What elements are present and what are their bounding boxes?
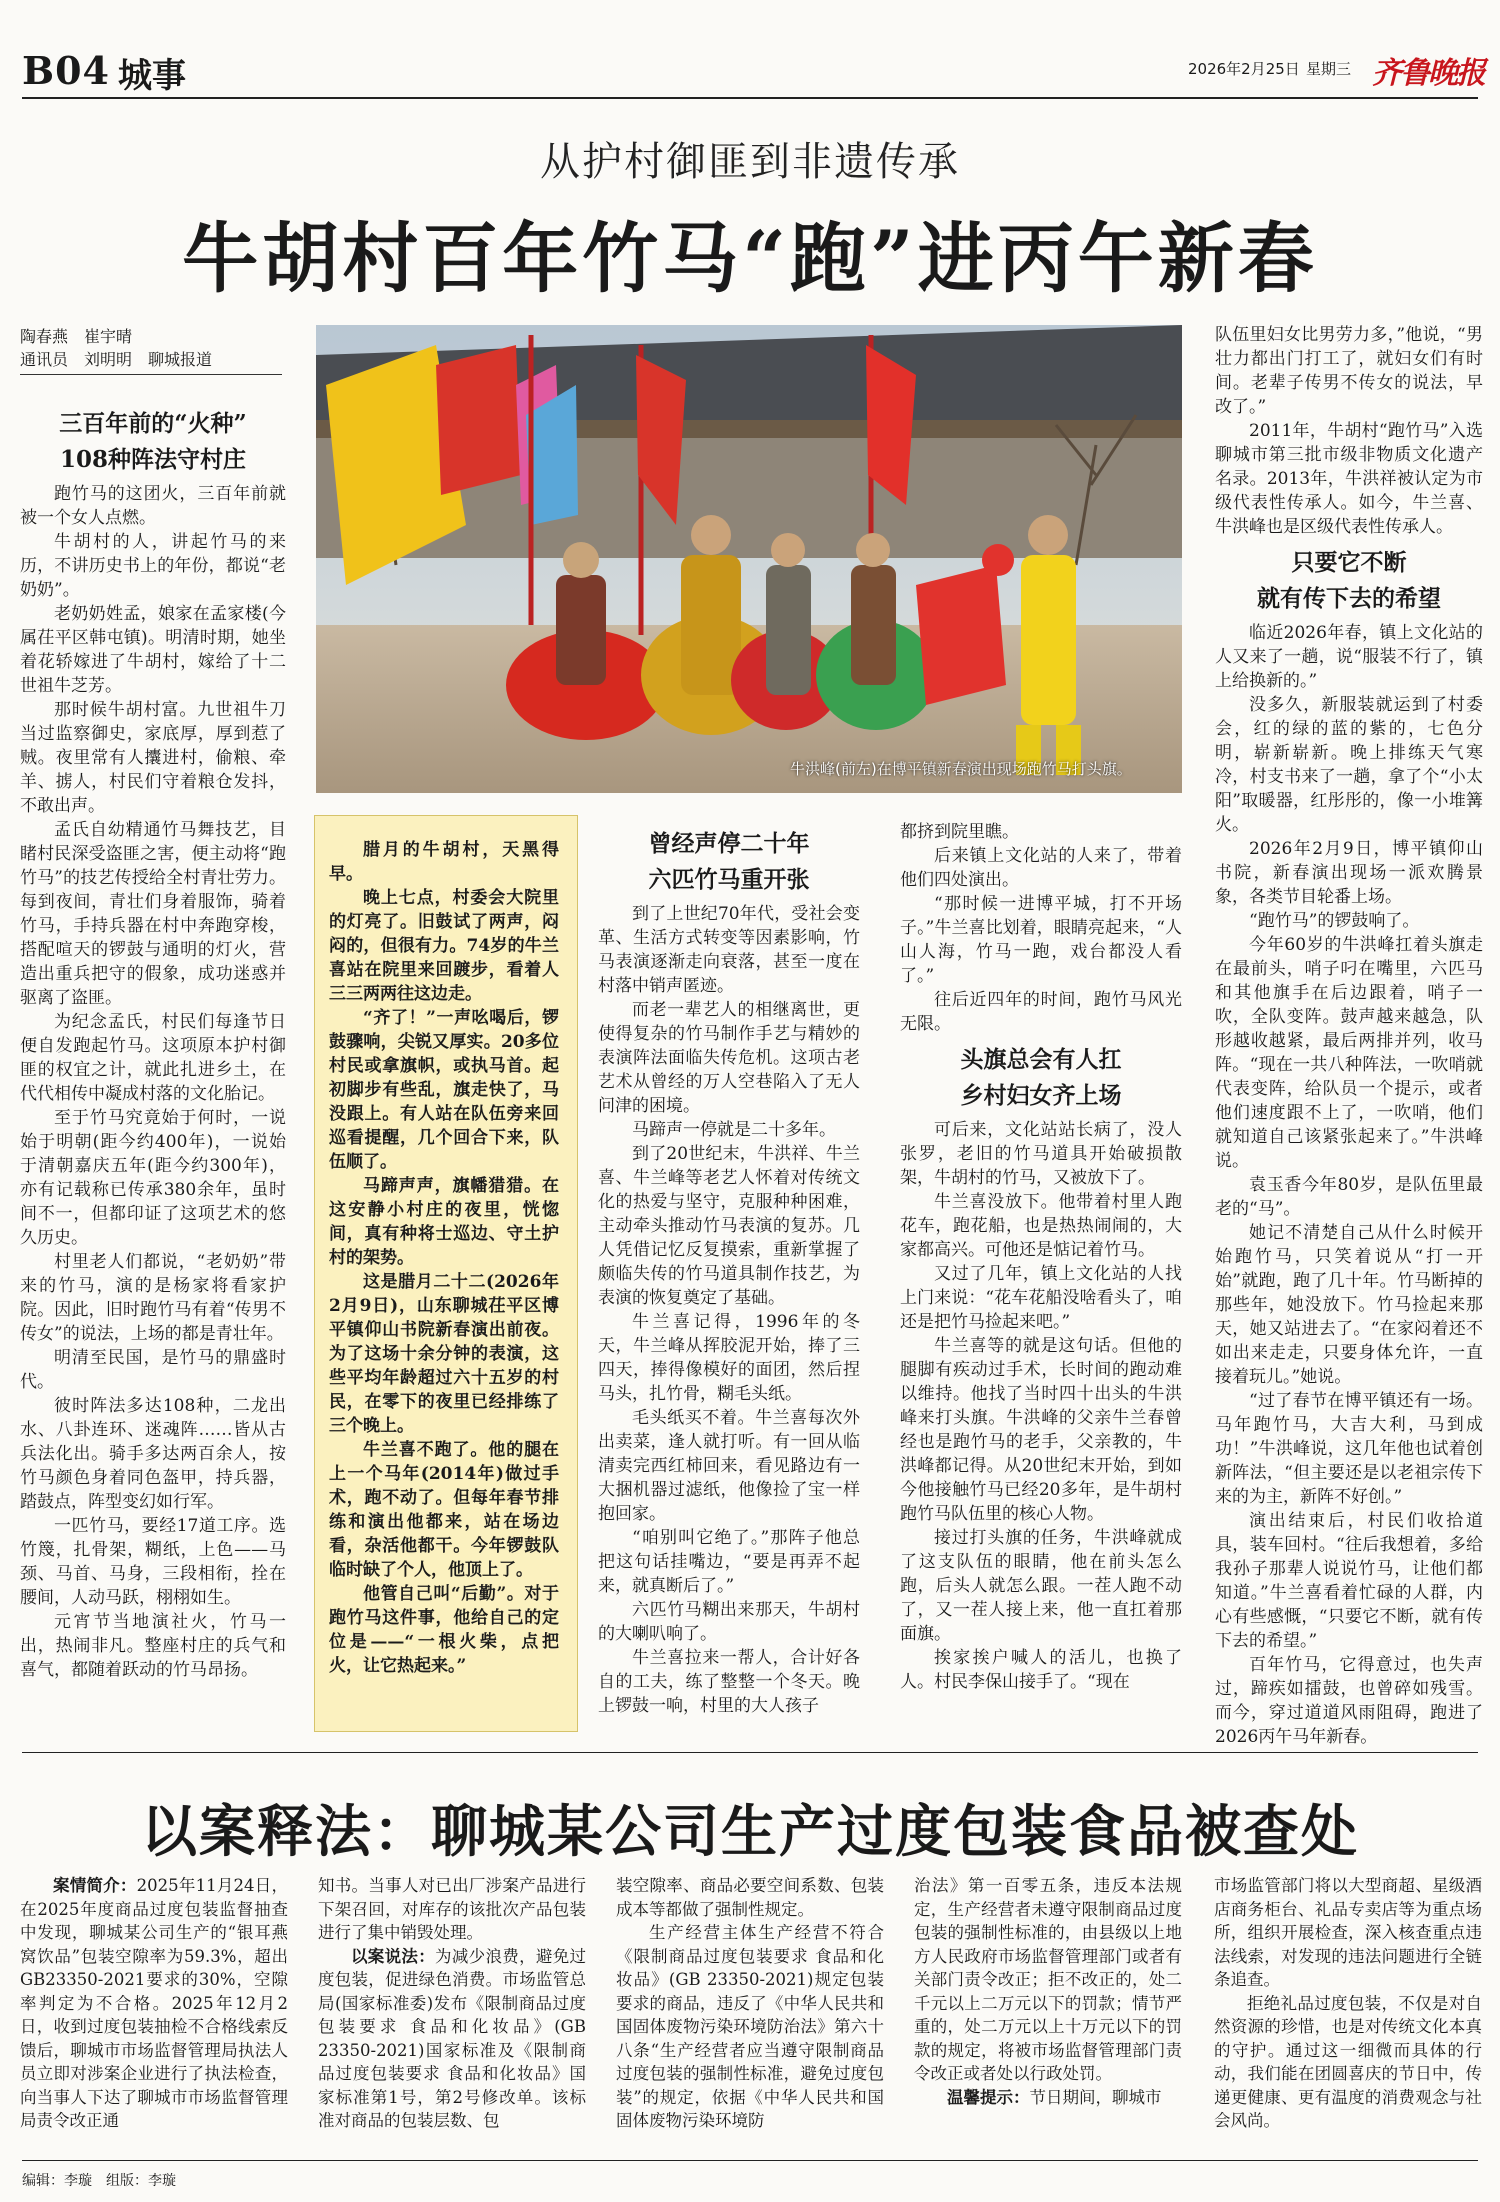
law-text: 为减少浪费，避免过度包装，促进绿色消费。市场监管总局(国家标准委)发布《限制商品过度包装要求 食品和化妆品》(GB 23350-2021)国家标准及《限制商品过度包装要求 食品和化妆品》国家标准第1号，第2号修改单。该标准对商品的包装层数、包 <box>318 1946 587 2130</box>
paragraph: 又过了几年，镇上文化站的人找上门来说：“花车花船没啥看头了，咱还是把竹马捡起来吧。” <box>900 1264 1182 1332</box>
article2-headline: 以案释法：聊城某公司生产过度包装食品被查处 <box>141 1799 1359 1865</box>
paragraph: 装空隙率、商品必要空间系数、包装成本等都做了强制性规定。 <box>616 1876 884 1919</box>
footer-rule <box>22 2160 1478 2161</box>
paragraph: 到了20世纪末，牛洪祥、牛兰喜、牛兰峰等老艺人怀着对传统文化的热爱与坚守，克服种种困难，主动牵头推动竹马表演的复苏。几人凭借记忆反复摸索，重新掌握了颇临失传的竹马道具制作技艺，为表演的恢复奠定了基础。 <box>598 1144 860 1308</box>
paragraph: 为纪念孟氏，村民们每逢节日便自发跑起竹马。这项原本护村御匪的权宜之计，就此扎进乡土，在代代相传中凝成村落的文化胎记。 <box>20 1012 286 1104</box>
paragraph: 治法》第一百零五条，违反本法规定，生产经营者未遵守限制商品过度包装的强制性标准的，由县级以上地方人民政府市场监督管理部门或者有关部门责令改正；拒不改正的，处二千元以上二万元以下的罚款；情节严重的，处二万元以上十万元以下的罚款的规定，将被市场监督管理部门责令改正或者处以行政处罚。 <box>914 1876 1182 2083</box>
paragraph: 演出结束后，村民们收拾道具，装车回村。“往后我想着，多给我孙子那辈人说说竹马，让他们都知道。”牛兰喜看着忙碌的人群，内心有些感慨，“只要它不断，就有传下去的希望。” <box>1215 1511 1483 1651</box>
news-photo <box>316 325 1182 793</box>
paragraph: 往后近四年的时间，跑竹马风光无限。 <box>900 990 1182 1034</box>
article2-column-2 <box>318 1874 586 2144</box>
paragraph: “齐了！”一声吆喝后，锣鼓骤响，尖锐又厚实。20多位村民或拿旗帜，或执马首。起初脚步有些乱，旗走快了，马没跟上。有人站在队伍旁来回巡看提醒，几个回合下来，队伍顺了。 <box>329 1008 559 1172</box>
tip-label: 温馨提示： <box>947 2087 1030 2107</box>
paragraph: “那时候一进博平城，打不开场子。”牛兰喜比划着，眼睛亮起来，“人山人海，竹马一跑，戏台都没人看了。” <box>900 894 1182 986</box>
section-name: 城事 <box>118 56 186 96</box>
article-column-5 <box>1215 323 1483 1747</box>
newspaper-logo: 齐鲁晚报 <box>1372 56 1484 91</box>
issue-weekday: 星期三 <box>1306 60 1352 78</box>
law-label: 以案说法： <box>351 1946 436 1966</box>
paragraph: 马蹄声声，旗幡猎猎。在这安静小村庄的夜里，恍惚间，真有种将士巡边、守土护村的架势。 <box>329 1176 559 1268</box>
paragraph: 明清至民国，是竹马的鼎盛时代。 <box>20 1348 286 1392</box>
paragraph: 牛兰喜没放下。他带着村里人跑花车，跑花船，也是热热闹闹的，大家都高兴。可他还是惦记着竹马。 <box>900 1192 1182 1260</box>
paragraph: 队伍里妇女比男劳力多，”他说，“男壮力都出门打工了，就妇女们有时间。老辈子传男不传女的说法，早改了。” <box>1215 325 1483 417</box>
paragraph: 挨家挨户喊人的活儿，也换了人。村民李保山接手了。“现在 <box>900 1648 1182 1692</box>
issue-date: 2026年2月25日 <box>1188 60 1300 78</box>
paragraph: 牛兰喜记得，1996年的冬天，牛兰峰从挥胶泥开始，捧了三四天，捧得像模好的面团，然后捏马头，扎竹骨，糊毛头纸。 <box>598 1312 860 1404</box>
subheading: 只要它不断 就有传下去的希望 <box>1257 549 1441 612</box>
subheading: 头旗总会有人扛 乡村妇女齐上场 <box>960 1046 1122 1109</box>
paragraph: 2011年，牛胡村“跑竹马”入选聊城市第三批市级非物质文化遗产名录。2013年，牛洪祥被认定为市级代表性传承人。如今，牛兰喜、牛洪峰也是区级代表性传承人。 <box>1215 421 1483 537</box>
case-label: 案情简介： <box>53 1876 137 1895</box>
photo-caption: 牛洪峰(前左)在博平镇新春演出现场跑竹马打头旗。 <box>790 760 1132 778</box>
article2-column-3 <box>616 1874 884 2144</box>
paragraph: 到了上世纪70年代，受社会变革、生活方式转变等因素影响，竹马表演逐渐走向衰落，甚至一度在村落中销声匿迹。 <box>598 904 860 996</box>
column-body <box>20 482 286 1682</box>
article-column-4 <box>900 820 1182 1730</box>
paragraph: 老奶奶姓孟，娘家在孟家楼(今属茌平区韩屯镇)。明清时期，她坐着花轿嫁进了牛胡村，嫁给了十二世祖牛芝芳。 <box>20 604 286 696</box>
column-body <box>900 1118 1182 1694</box>
paragraph: 村里老人们都说，“老奶奶”带来的竹马，演的是杨家将看家护院。因此，旧时跑竹马有着“传男不传女”的说法，上场的都是青壮年。 <box>20 1252 286 1344</box>
paragraph: “跑竹马”的锣鼓响了。 <box>1249 911 1420 931</box>
paragraph: 彼时阵法多达108种，二龙出水、八卦连环、迷魂阵……皆从古兵法化出。骑手多达两百余人，按竹马颜色身着同色盔甲，持兵器，踏鼓点，阵型变幻如行军。 <box>20 1396 286 1512</box>
article-column-3 <box>598 820 860 1730</box>
paragraph: 接过打头旗的任务，牛洪峰就成了这支队伍的眼睛，他在前头怎么跑，后头人就怎么跟。一茬人跑不动了，又一茬人接上来，他一直扛着那面旗。 <box>900 1528 1182 1644</box>
paragraph: 腊月的牛胡村，天黑得早。 <box>329 840 559 884</box>
paragraph: 元宵节当地演社火，竹马一出，热闹非凡。整座村庄的兵气和喜气，都随着跃动的竹马昂扬。 <box>20 1612 286 1680</box>
paragraph: 牛兰喜拉来一帮人，合计好各自的工夫，练了整整一个冬天。晚上锣鼓一响，村里的大人孩子 <box>598 1648 860 1716</box>
paragraph: 牛兰喜不跑了。他的腿在上一个马年(2014年)做过手术，跑不动了。但每年春节排练和演出他都来，站在场边看，杂活他都干。今年锣鼓队临时缺了个人，他顶上了。 <box>329 1440 559 1580</box>
article2-column-5 <box>1214 1874 1482 2144</box>
byline <box>20 325 282 375</box>
paragraph: 她记不清楚自己从什么时候开始跑竹马，只笑着说从“打一开始”就跑，跑了几十年。竹马断掉的那些年，她没放下。竹马捡起来那天，她又站进去了。“在家闷着还不如出来走走，只要身体允许，一直接着玩儿。”她说。 <box>1215 1223 1483 1387</box>
case-text: 2025年11月24日，在2025年度商品过度包装监督抽查中发现，聊城某公司生产的“银耳燕窝饮品”包装空隙率为59.3%，超出GB23350-2021要求的30%，空隙率判定为不合格。2025年12月2日，收到过度包装抽检不合格线索反馈后，聊城市市场监督管理局执法人员立即对涉案企业进行了执法检查，向当事人下达了聊城市市场监督管理局责令改正通 <box>20 1876 289 2130</box>
paragraph: 这是腊月二十二(2026年2月9日)，山东聊城茌平区博平镇仰山书院新春演出前夜。为了这场十余分钟的表演，这些平均年龄超过六十五岁的村民，在零下的夜里已经排练了三个晚上。 <box>329 1272 559 1436</box>
paragraph: 没多久，新服装就运到了村委会，红的绿的蓝的紫的，七色分明，崭新崭新。晚上排练天气寒冷，村支书来了一趟，拿了个“小太阳”取暖器，红彤彤的，像一小堆篝火。 <box>1215 695 1483 835</box>
article2-column-4 <box>914 1874 1182 2144</box>
column-body <box>900 820 1182 1036</box>
paragraph: 至于竹马究竟始于何时，一说始于明朝(距今约400年)，一说始于清朝嘉庆五年(距今约300年)，亦有记载称已传承380余年，虽时间不一，但都印证了这项艺术的悠久历史。 <box>20 1108 286 1248</box>
paragraph: “过了春节在博平镇还有一场。马年跑竹马，大吉大利，马到成功！”牛洪峰说，这几年他也试着创新阵法，“但主要还是以老祖宗传下来的为主，新阵不好创。” <box>1215 1391 1483 1507</box>
article-divider <box>22 1752 1478 1753</box>
paragraph: 马蹄声一停就是二十多年。 <box>632 1120 836 1140</box>
page-number: B04 <box>22 48 110 93</box>
paragraph: 可后来，文化站站长病了，没人张罗，老旧的竹马道具开始破损散架，牛胡村的竹马，又被放下了。 <box>900 1120 1182 1188</box>
byline-correspondent: 通讯员 刘明明 聊城报道 <box>20 350 213 369</box>
subheading: 三百年前的“火种” 108种阵法守村庄 <box>59 410 247 473</box>
article-kicker: 从护村御匪到非遗传承 <box>540 139 960 185</box>
article2-column-1 <box>20 1874 288 2144</box>
article-column-1 <box>20 400 286 1730</box>
paragraph: 后来镇上文化站的人来了，带着他们四处演出。 <box>900 846 1182 890</box>
editor-credit: 编辑：李璇 组版：李璇 <box>22 2173 176 2189</box>
paragraph: 跑竹马的这团火，三百年前就被一个女人点燃。 <box>20 484 286 528</box>
paragraph: 牛胡村的人，讲起竹马的来历，不讲历史书上的年份，都说“老奶奶”。 <box>20 532 286 600</box>
paragraph: 今年60岁的牛洪峰扛着头旗走在最前头，哨子叼在嘴里，六匹马和其他旗手在后边跟着，哨子一吹，全队变阵。鼓声越来越急，队形越收越紧，最后两排并列，收马阵。“现在一共八种阵法，一吹哨就代表变阵，给队员一个提示，或者他们速度跟不上了，一吹哨，他们就知道自己该紧张起来了。”牛洪峰说。 <box>1215 935 1483 1171</box>
paragraph: 而老一辈艺人的相继离世，更使得复杂的竹马制作手艺与精妙的表演阵法面临失传危机。这项古老艺术从曾经的万人空巷陷入了无人问津的困境。 <box>598 1000 860 1116</box>
sidebar-text <box>329 838 559 1718</box>
header-rule <box>22 97 1478 99</box>
bamboo-horse-performance-photo <box>316 325 1182 793</box>
paragraph: 孟氏自幼精通竹马舞技艺，目睹村民深受盗匪之害，便主动将“跑竹马”的技艺传授给全村青壮劳力。每到夜间，青壮们身着服饰，骑着竹马，手持兵器在村中奔跑穿梭，搭配喧天的锣鼓与通明的灯火，营造出重兵把守的假象，成功迷惑并驱离了盗匪。 <box>20 820 286 1008</box>
paragraph: 市场监管部门将以大型商超、星级酒店商务柜台、礼品专卖店等为重点场所，组织开展检查，深入核查重点违法线索，对发现的违法问题进行全链条追查。 <box>1214 1876 1482 1989</box>
paragraph: 晚上七点，村委会大院里的灯亮了。旧鼓试了两声，闷闷的，但很有力。74岁的牛兰喜站在院里来回踱步，看着人三三两两往这边走。 <box>329 888 559 1004</box>
paragraph: 2026年2月9日，博平镇仰山书院，新春演出现场一派欢腾景象，各类节目轮番上场。 <box>1215 839 1483 907</box>
byline-reporters: 陶春燕 崔宇晴 <box>20 327 133 346</box>
subheading: 曾经声停二十年 六匹竹马重开张 <box>648 830 810 893</box>
article-headline: 牛胡村百年竹马“跑”进丙午新春 <box>182 214 1318 303</box>
paragraph: 他管自己叫“后勤”。对于跑竹马这件事，他给自己的定位是——“一根火柴，点把火，让它热起来。” <box>329 1584 559 1676</box>
paragraph: 生产经营主体生产经营不符合《限制商品过度包装要求 食品和化妆品》(GB 23350-2021)规定包装要求的商品，违反了《中华人民共和国固体废物污染环境防治法》第六十八条“生产经营者应当遵守限制商品过度包装的强制性标准，避免过度包装”的规定，依据《中华人民共和国固体废物污染环境防 <box>616 1923 884 2130</box>
paragraph: 袁玉香今年80岁，是队伍里最老的“马”。 <box>1215 1175 1483 1219</box>
paragraph: 牛兰喜等的就是这句话。但他的腿脚有疾动过手术，长时间的跑动难以维持。他找了当时四十出头的牛洪峰来打头旗。牛洪峰的父亲牛兰春曾经也是跑竹马的老手，父亲教的，牛洪峰都记得。从20世纪末开始，到如今他接触竹马已经20多年，是牛胡村跑竹马队伍里的核心人物。 <box>900 1336 1182 1524</box>
column-body <box>1215 323 1483 539</box>
paragraph: 百年竹马，它得意过，也失声过，蹄疾如擂鼓，也曾碎如残雪。而今，穿过道道风雨阻碍，跑进了2026丙午马年新春。 <box>1215 1655 1483 1747</box>
paragraph: 六匹竹马糊出来那天，牛胡村的大喇叭响了。 <box>598 1600 860 1644</box>
paragraph: 那时候牛胡村富。九世祖牛刀当过监察御史，家底厚，厚到惹了贼。夜里常有人攮进村，偷粮、牵羊、掳人，村民们守着粮仓发抖，不敢出声。 <box>20 700 286 816</box>
column-body <box>1215 621 1483 1749</box>
paragraph: 都挤到院里瞧。 <box>900 822 1019 842</box>
paragraph: 知书。当事人对已出厂涉案产品进行下架召回，对库存的该批次产品包装进行了集中销毁处理。 <box>318 1876 586 1942</box>
paragraph: 拒绝礼品过度包装，不仅是对自然资源的珍惜，也是对传统文化本真的守护。通过这一细微而具体的行动，我们能在团圆喜庆的节日中，传递更健康、更有温度的消费观念与社会风尚。 <box>1214 1993 1482 2130</box>
paragraph: 临近2026年春，镇上文化站的人又来了一趟，说“服装不行了，镇上给换新的。” <box>1215 623 1483 691</box>
column-body <box>598 902 860 1718</box>
paragraph: “咱别叫它绝了。”那阵子他总把这句话挂嘴边，“要是再弄不起来，就真断后了。” <box>598 1528 860 1596</box>
tip-text: 节日期间，聊城市 <box>1029 2087 1162 2107</box>
paragraph: 一匹竹马，要经17道工序。选竹篾，扎骨架，糊纸，上色——马颈、马首、马身，三段相衔，拴在腰间，人动马跃，栩栩如生。 <box>20 1516 286 1608</box>
paragraph: 毛头纸买不着。牛兰喜每次外出卖菜，逢人就打听。有一回从临清卖完西红柿回来，看见路边有一大捆机器过滤纸，他像捡了宝一样抱回家。 <box>598 1408 860 1524</box>
